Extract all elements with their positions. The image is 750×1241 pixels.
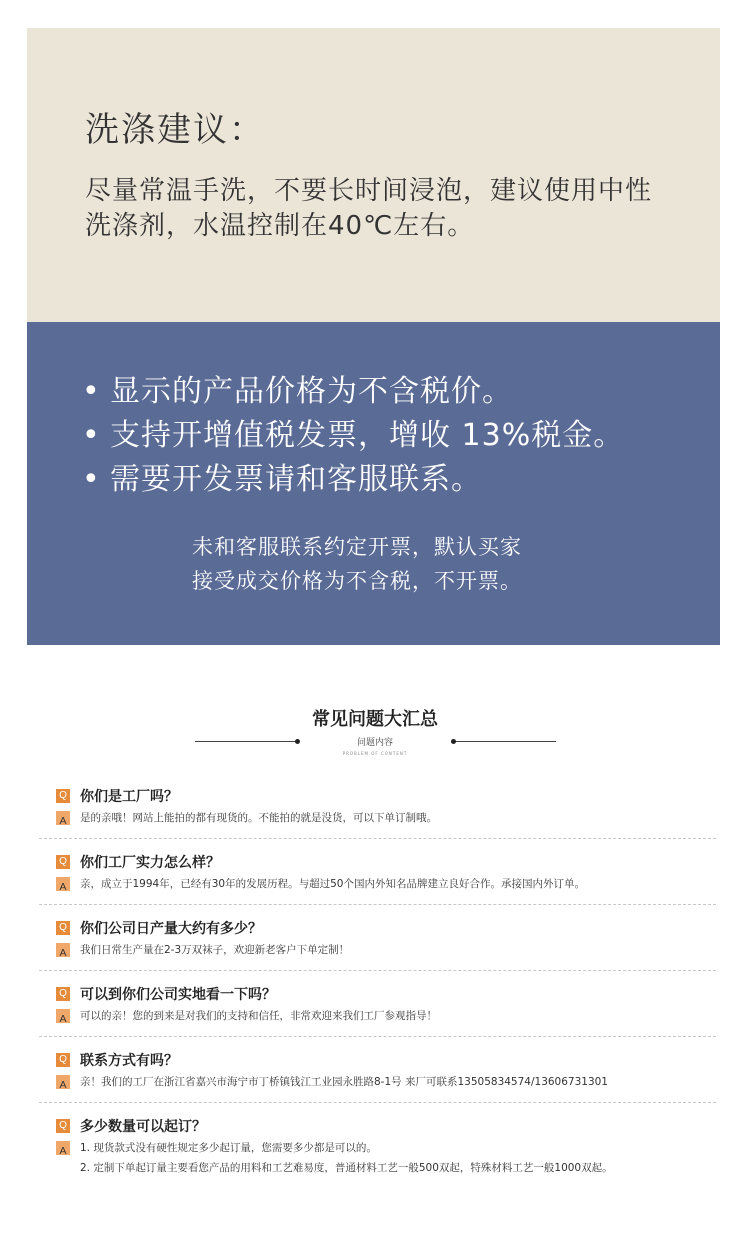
faq-answer: 我们日常生产量在2-3万双袜子，欢迎新老客户下单定制！ [80, 944, 350, 956]
answer-icon: A [56, 1075, 70, 1089]
question-icon: Q [56, 1119, 70, 1133]
question-icon: Q [56, 855, 70, 869]
answer-icon: A [56, 943, 70, 957]
faq-question: 可以到你们公司实地看一下吗？ [80, 987, 276, 1003]
faq-item [56, 1050, 706, 1116]
question-icon: Q [56, 987, 70, 1001]
faq-question: 你们公司日产量大约有多少？ [80, 921, 262, 937]
tax-notice-item: • 支持开增值税发票，增收 13%税金。 [82, 414, 720, 458]
answer-icon: A [56, 1141, 70, 1155]
question-icon: Q [56, 789, 70, 803]
bullet-icon: • [82, 418, 101, 453]
question-icon: Q [56, 1053, 70, 1067]
answer-icon: A [56, 1009, 70, 1023]
bullet-icon: • [82, 462, 101, 497]
divider-left [195, 741, 297, 742]
faq-answer: 亲，成立于1994年，已经有30年的发展历程。与超过50个国内外知名品牌建立良好合作。承接国内外订单。 [80, 878, 585, 890]
bullet-icon: • [82, 374, 101, 409]
answer-icon: A [56, 811, 70, 825]
question-icon: Q [56, 921, 70, 935]
faq-item [56, 852, 706, 918]
faq-item [56, 786, 706, 852]
tax-notice-item: • 需要开发票请和客服联系。 [82, 458, 720, 502]
dot-right-icon [451, 739, 456, 744]
faq-question: 联系方式有吗？ [80, 1053, 178, 1069]
washing-advice-title: 洗涤建议： [85, 110, 265, 150]
tax-notice-panel [27, 322, 720, 645]
faq-item [56, 1116, 706, 1178]
faq-title: 常见问题大汇总 [312, 709, 438, 730]
dashed-divider [39, 1102, 716, 1103]
faq-subtitle: 问题内容 [356, 738, 393, 748]
faq-subtitle-en: PROBLEM OF CONTENT [342, 751, 408, 756]
divider-right [454, 741, 556, 742]
answer-icon: A [56, 877, 70, 891]
dashed-divider [39, 838, 716, 839]
faq-question: 你们工厂实力怎么样？ [80, 855, 220, 871]
faq-header [0, 708, 750, 758]
faq-answer: 是的亲哦！网站上能拍的都有现货的。不能拍的就是没货，可以下单订制哦。 [80, 812, 437, 824]
dashed-divider [39, 904, 716, 905]
faq-list [56, 786, 706, 1178]
faq-answer: 亲！我们的工厂在浙江省嘉兴市海宁市丁桥镇钱江工业园永胜路8-1号 来厂可联系13505834574/13606731301 [80, 1076, 608, 1088]
faq-question: 你们是工厂吗？ [80, 789, 178, 805]
faq-answer: 1. 现货款式没有硬性规定多少起订量，您需要多少都是可以的。 [80, 1142, 377, 1154]
invoice-note: 未和客服联系约定开票，默认买家 接受成交价格为不含税，不开票。 [192, 535, 522, 593]
tax-notice-item: • 显示的产品价格为不含税价。 [82, 370, 720, 414]
washing-advice-text: 尽量常温手洗，不要长时间浸泡，建议使用中性洗涤剂，水温控制在40℃左右。 [85, 176, 653, 241]
faq-answer: 可以的亲！您的到来是对我们的支持和信任，非常欢迎来我们工厂参观指导！ [80, 1010, 437, 1022]
faq-question: 多少数量可以起订？ [80, 1119, 206, 1135]
dot-left-icon [295, 739, 300, 744]
dashed-divider [39, 970, 716, 971]
dashed-divider [39, 1036, 716, 1037]
faq-item [56, 918, 706, 984]
faq-answer: 2. 定制下单起订量主要看您产品的用料和工艺难易度，普通材料工艺一般500双起，特殊材料工艺一般1000双起。 [80, 1162, 613, 1174]
faq-item [56, 984, 706, 1050]
washing-advice-panel [27, 28, 720, 322]
tax-notice-list [82, 370, 720, 502]
